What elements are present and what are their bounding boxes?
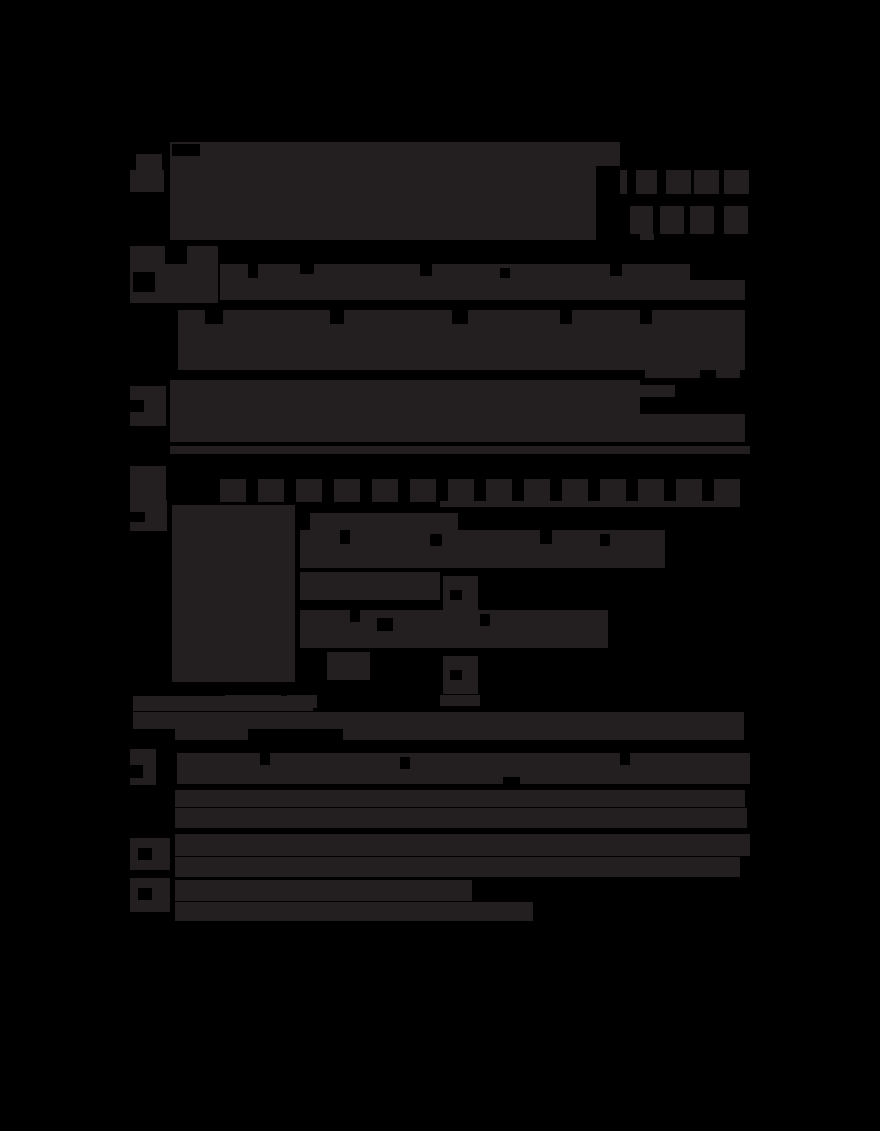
problem7-line1-notch [503, 777, 520, 784]
problem6-line2 [175, 729, 248, 740]
problem5-row2 [300, 572, 440, 600]
problem4-item [448, 479, 474, 502]
problem5-row1 [300, 530, 665, 568]
problem4-item [562, 479, 588, 502]
problem7-line1-gap [620, 753, 630, 765]
problem4-item [410, 479, 436, 502]
problem2-equation-notch [452, 310, 468, 324]
problem9-number-counter [138, 888, 152, 900]
problem6-line2 [343, 729, 744, 740]
problem1-choices-row2 [724, 206, 748, 234]
problem6-heading [225, 695, 281, 708]
problem4-item [600, 479, 626, 502]
problem4-item [372, 479, 398, 502]
problem4-underbar [440, 501, 740, 507]
problem2-equation-notch [560, 310, 572, 324]
problem2-equation-notch [205, 310, 223, 324]
problem3-paragraph-line1 [170, 380, 640, 416]
problem1-number [130, 170, 164, 192]
problem5-row3 [300, 610, 608, 648]
problem2-number-counter [133, 272, 155, 292]
problem4-item [296, 479, 322, 502]
problem5-row1-gap [340, 530, 350, 544]
problem3-underline [170, 446, 750, 454]
problem8-line1 [175, 834, 750, 856]
problem3-paragraph-line1-end [640, 385, 675, 397]
problem2-equation-descender [645, 368, 700, 378]
problem5-row3-ring [377, 618, 393, 631]
problem1-choices-row1 [666, 170, 691, 194]
problem5-number-counter [130, 512, 145, 522]
problem7-number-counter [130, 765, 143, 778]
problem4-item [486, 479, 512, 502]
problem1-choices-row1 [724, 170, 749, 194]
problem5-row2-end-counter [450, 590, 462, 600]
problem2-equation-notch [640, 310, 652, 324]
problem5-row3-gap [350, 610, 360, 622]
problem5-row4-end-counter [450, 670, 462, 680]
problem2-text-gap [420, 264, 432, 276]
problem2-text-gap [500, 268, 510, 278]
problem1-paragraph-edge [596, 166, 620, 240]
problem2-text-gap [300, 264, 314, 274]
problem1-paragraph [170, 142, 620, 240]
problem1-choices-row2 [660, 206, 684, 234]
problem8-number-counter [138, 848, 152, 860]
problem6-heading [440, 695, 480, 706]
problem4-item [714, 479, 740, 502]
problem4-item [676, 479, 702, 502]
problem9-line2 [175, 902, 533, 921]
problem6-heading [133, 696, 313, 711]
problem4-item [334, 479, 360, 502]
problem5-row1-ascenders [310, 513, 458, 531]
problem4-item [638, 479, 664, 502]
problem3-number-counter [130, 400, 144, 412]
problem4-item [524, 479, 550, 502]
problem5-figure [172, 505, 295, 682]
problem7-line1-gap [400, 757, 410, 769]
problem2-text-line [220, 264, 745, 300]
problem2-text-gap [248, 264, 258, 278]
problem1-paragraph-notch [172, 144, 200, 156]
problem7-line1-gap [260, 753, 270, 765]
problem1-choices-row2 [690, 206, 714, 234]
problem2-number-notch [165, 246, 187, 264]
problem1-choices-descender [640, 234, 654, 240]
problem2-equation-notch [330, 310, 344, 324]
problem1-choices-row2 [630, 206, 653, 234]
problem8-line2 [175, 857, 740, 877]
problem1-choices-row1 [694, 170, 719, 194]
problem5-row1-gap [600, 534, 610, 546]
problem9-line1 [175, 880, 472, 901]
problem3-paragraph-line2 [170, 414, 745, 442]
problem5-row1-gap [540, 530, 552, 544]
problem2-text-gap [610, 264, 622, 276]
problem1-choices-row1 [636, 170, 657, 194]
problem2-equation-descender [716, 368, 740, 378]
problem6-heading [287, 695, 317, 708]
problem7-line3 [175, 808, 747, 828]
problem4-item [258, 479, 284, 502]
problem6-line1 [133, 712, 744, 729]
problem4-item [220, 479, 246, 502]
problem2-text-tail-trim [690, 264, 745, 280]
problem7-line2 [175, 790, 745, 807]
problem4-number [130, 466, 166, 500]
problem5-row1-gap [430, 534, 442, 546]
problem5-row3-gap [480, 614, 490, 626]
problem5-row4 [327, 652, 370, 680]
